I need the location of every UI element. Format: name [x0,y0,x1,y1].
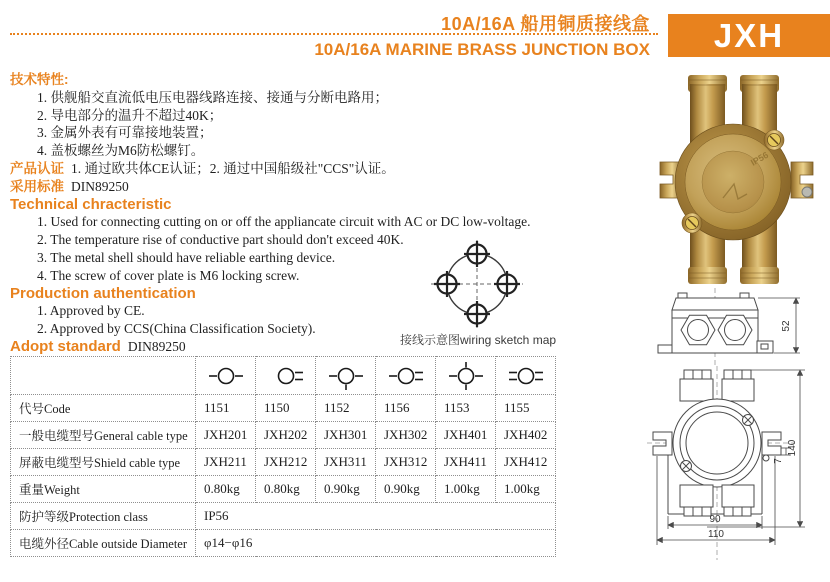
spec-table [10,356,556,557]
type-cell: JXH311 [316,449,376,476]
wiring-sketch-caption: 接线示意图wiring sketch map [400,333,557,347]
type-cell: JXH411 [436,449,496,476]
weight-cell: 0.80kg [256,476,316,503]
type-cell: JXH402 [496,422,556,449]
connector-symbol [376,357,436,395]
series-badge: JXH [668,14,830,57]
product-photo [655,70,830,290]
connector-symbol [196,357,256,395]
code-cell: 1150 [256,395,316,422]
weight-cell: 1.00kg [436,476,496,503]
en-tech-item: 3. The metal shell should have reliable earthing device. [37,249,336,265]
en-standard-value: DIN89250 [127,338,186,354]
en-tech-heading: Technical chracteristic [10,195,172,213]
en-tech-item: 1. Used for connecting cutting on or off the appliancate circuit with AC or DC low-voltage. [37,214,531,230]
type-cell: JXH301 [316,422,376,449]
zh-tech-heading: 技术特性: [10,72,69,87]
weight-cell: 0.90kg [316,476,376,503]
type-cell: JXH312 [376,449,436,476]
symbol-header-row [11,357,556,395]
code-cell: 1155 [496,395,556,422]
row-label: 一般电缆型号General cable type [11,422,196,449]
zh-cert-label: 产品认证 [10,160,64,176]
en-auth-item: 1. Approved by CE. [37,303,145,319]
weight-cell: 1.00kg [496,476,556,503]
lug-screw [802,187,812,197]
cable-diameter-cell: φ14−φ16 [196,530,556,557]
zh-cert-line [10,160,585,178]
zh-tech-item: 4. 盖板螺丝为M6防松螺钉。 [37,143,205,159]
en-auth-heading: Production authentication [10,284,196,302]
en-tech-item: 4. The screw of cover plate is M6 locking screw. [37,267,300,283]
side-view-drawing [648,288,810,368]
type-cell: JXH412 [496,449,556,476]
dimension-label: 7 [773,458,784,464]
connector-symbol [256,357,316,395]
front-view-drawing [645,366,830,562]
row-label: 重量Weight [11,476,196,503]
type-cell: JXH212 [256,449,316,476]
en-tech-item: 2. The temperature rise of conductive part should don't exceed 40K. [37,232,404,248]
table-row-code [11,395,556,422]
dimension-label: 110 [708,529,724,540]
embossed-ip-rating: IP56 [749,149,771,168]
dimension-label: 90 [709,514,721,525]
empty-corner-cell [11,357,196,395]
zh-tech-item: 2. 导电部分的温升不超过40K； [37,107,223,123]
zh-standard-line [10,178,585,196]
table-row-weight [11,476,556,503]
dotted-divider [10,33,658,35]
code-cell: 1152 [316,395,376,422]
table-row-diameter [11,530,556,557]
dimension-label: 52 [781,320,792,332]
wiring-sketch-diagram [420,238,535,333]
type-cell: JXH211 [196,449,256,476]
zh-tech-item: 3. 金属外表有可靠接地装置； [37,125,213,141]
connector-symbol [436,357,496,395]
weight-cell: 0.80kg [196,476,256,503]
code-cell: 1153 [436,395,496,422]
table-row-protection [11,503,556,530]
en-standard-label: Adopt standard [10,337,121,355]
dimension-label: 140 [787,439,798,457]
zh-standard-value: DIN89250 [71,178,129,194]
type-cell: JXH401 [436,422,496,449]
row-label: 电缆外径Cable outside Diameter [11,530,196,557]
connector-symbol [496,357,556,395]
row-label: 防护等级Protection class [11,503,196,530]
zh-standard-label: 采用标准 [10,178,64,194]
table-row-shield-type [11,449,556,476]
code-cell: 1151 [196,395,256,422]
weight-cell: 0.90kg [376,476,436,503]
en-auth-item: 2. Approved by CCS(China Classification Society). [37,321,316,337]
zh-cert-text: 1. 通过欧共体CE认证；2. 通过中国船级社"CCS"认证。 [71,160,395,176]
row-label: 屏蔽电缆型号Shield cable type [11,449,196,476]
code-cell: 1156 [376,395,436,422]
table-row-general-type [11,422,556,449]
row-label: 代号Code [11,395,196,422]
type-cell: JXH202 [256,422,316,449]
page-title-zh: 10A/16A 船用铜质接线盒 [441,14,650,34]
type-cell: JXH302 [376,422,436,449]
side-view-outline [658,293,773,353]
connector-symbol [316,357,376,395]
protection-class-cell: IP56 [196,503,556,530]
page-title-en: 10A/16A MARINE BRASS JUNCTION BOX [314,40,650,59]
type-cell: JXH201 [196,422,256,449]
zh-tech-item: 1. 供舰船交直流低电压电器线路连接、接通与分断电路用； [37,89,388,105]
